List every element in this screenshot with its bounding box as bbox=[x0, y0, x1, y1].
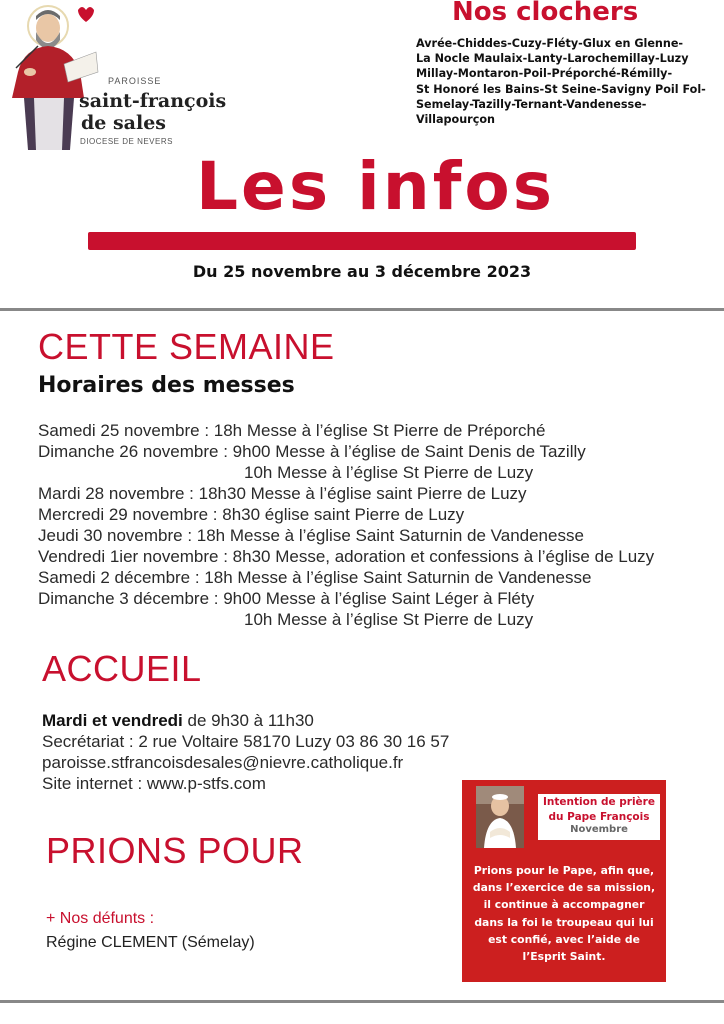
mass-schedule-subheading: Horaires des messes bbox=[38, 373, 295, 398]
mass-item: Vendredi 1ier novembre : 8h30 Messe, adoration et confessions à l’église de Luzy bbox=[38, 547, 655, 566]
week-heading: CETTE SEMAINE bbox=[38, 326, 335, 367]
date-range: Du 25 novembre au 3 décembre 2023 bbox=[192, 262, 532, 281]
defunts-name: Régine CLEMENT (Sémelay) bbox=[46, 934, 255, 951]
defunts-block bbox=[46, 907, 255, 955]
pope-intention-month: Novembre bbox=[570, 824, 628, 835]
mass-item: Samedi 25 novembre : 18h Messe à l’église St Pierre de Préporché bbox=[38, 421, 546, 440]
pope-text-line: Prions pour le Pape, afin que, bbox=[473, 864, 655, 877]
parish-name-line1: saint-françois bbox=[79, 90, 227, 112]
mass-item: 10h Messe à l’église St Pierre de Luzy bbox=[244, 610, 534, 629]
accueil-hours-line bbox=[42, 710, 449, 731]
email-link[interactable]: paroisse.stfrancoisdesales@nievre.catholique.fr bbox=[42, 753, 404, 772]
mass-item: Samedi 2 décembre : 18h Messe à l’église Saint Saturnin de Vandenesse bbox=[38, 568, 592, 587]
pope-photo-icon bbox=[476, 786, 524, 848]
accueil-hours: de 9h30 à 11h30 bbox=[182, 711, 314, 730]
parish-name-line2: de sales bbox=[81, 112, 166, 134]
parish-label: PAROISSE bbox=[108, 76, 162, 86]
pope-text-line: dans l’exercice de sa mission, bbox=[472, 881, 656, 895]
pope-intention-title-1: Intention de prière bbox=[543, 796, 655, 808]
pope-text-line: est confié, avec l’aide de bbox=[488, 932, 640, 946]
mass-schedule-list bbox=[38, 420, 654, 630]
accueil-days: Mardi et vendredi bbox=[42, 711, 183, 730]
pope-intention-box bbox=[462, 780, 666, 982]
pope-intention-card bbox=[538, 794, 660, 840]
pope-intention-text bbox=[464, 862, 664, 965]
pope-text-line: il continue à accompagner bbox=[483, 898, 645, 912]
section-divider-bottom bbox=[0, 1000, 724, 1003]
mass-item: 10h Messe à l’église St Pierre de Luzy bbox=[244, 463, 534, 482]
pope-intention-title-2: du Pape François bbox=[548, 811, 650, 823]
mass-item: Mercredi 29 novembre : 8h30 église saint Pierre de Luzy bbox=[38, 505, 465, 524]
mass-item: Dimanche 3 décembre : 9h00 Messe à l’église Saint Léger à Fléty bbox=[38, 589, 535, 608]
accueil-heading: ACCUEIL bbox=[42, 648, 202, 689]
clochers-title: Nos clochers bbox=[452, 0, 639, 27]
mass-item: Jeudi 30 novembre : 18h Messe à l’église Saint Saturnin de Vandenesse bbox=[38, 526, 584, 545]
parish-name bbox=[79, 90, 226, 134]
defunts-label: + Nos défunts : bbox=[46, 910, 155, 927]
accueil-info bbox=[42, 710, 449, 794]
pope-text-line: dans la foi le troupeau qui lui bbox=[474, 915, 654, 929]
pope-text-line: l’Esprit Saint. bbox=[522, 950, 606, 964]
website-link[interactable]: Site internet : www.p-stfs.com bbox=[42, 774, 266, 793]
diocese-label: DIOCESE DE NEVERS bbox=[80, 137, 173, 146]
page-title: Les infos bbox=[196, 148, 556, 225]
prayer-heading: PRIONS POUR bbox=[46, 830, 304, 871]
title-underline-bar bbox=[88, 232, 636, 250]
secretariat-address: Secrétariat : 2 rue Voltaire 58170 Luzy 03 86 30 16 57 bbox=[42, 732, 450, 751]
mass-item: Mardi 28 novembre : 18h30 Messe à l’église saint Pierre de Luzy bbox=[38, 484, 527, 503]
section-divider-top bbox=[0, 308, 724, 311]
mass-item: Dimanche 26 novembre : 9h00 Messe à l’église de Saint Denis de Tazilly bbox=[38, 442, 586, 461]
clochers-list: Avrée-Chiddes-Cuzy-Fléty-Glux en Glenne- La Nocle Maulaix-Lanty-Larochemillay-Luzy Millay-Montaron-Poil-Préporché-Rémilly- St Honoré les Bains-St Seine-Savigny Poil Fol- Semelay-Tazilly-Ternant-Vandenesse- Villapourçon bbox=[416, 37, 706, 127]
